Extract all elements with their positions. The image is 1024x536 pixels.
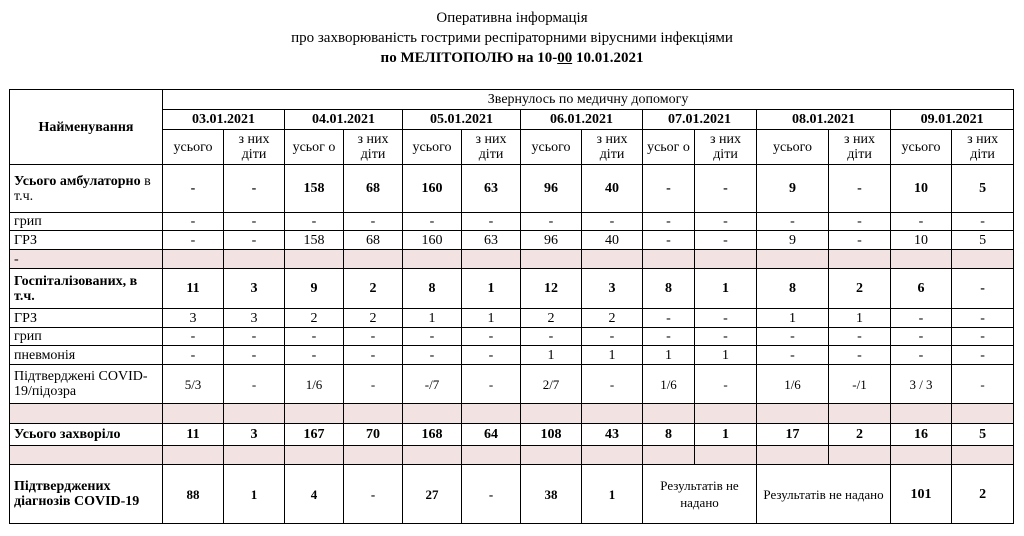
value-cell: - (224, 213, 285, 231)
value-cell: 1 (582, 465, 643, 524)
row-label-covid: Підтверджені COVID-19/підозра (10, 365, 163, 404)
value-cell: 9 (285, 269, 344, 309)
value-cell: - (643, 328, 695, 346)
value-cell: 101 (891, 465, 952, 524)
value-cell: - (643, 165, 695, 213)
value-cell: 8 (757, 269, 829, 309)
value-cell: 158 (285, 231, 344, 250)
date-header: 08.01.2021 (757, 110, 891, 130)
value-cell: - (462, 365, 521, 404)
separator-cell (462, 446, 521, 465)
morbidity-table (9, 89, 1014, 524)
value-cell: 5 (952, 165, 1014, 213)
value-cell: - (952, 309, 1014, 328)
separator-cell (521, 250, 582, 269)
row-label-ari: ГРЗ (10, 309, 163, 328)
header-row-1 (10, 90, 1014, 110)
row-label-hospitalized: Госпіталізованих, в т.ч. (10, 269, 163, 309)
value-cell: - (695, 365, 757, 404)
value-cell: 2 (829, 424, 891, 446)
separator-cell (757, 446, 829, 465)
row-pneumonia (10, 346, 1014, 365)
row-separator-1 (10, 250, 1014, 269)
separator-cell (163, 250, 224, 269)
value-cell: - (829, 328, 891, 346)
separator-cell (462, 250, 521, 269)
value-cell: - (643, 231, 695, 250)
value-cell: -/1 (829, 365, 891, 404)
separator-cell (643, 250, 695, 269)
separator-cell (829, 250, 891, 269)
row-ari-1 (10, 231, 1014, 250)
value-cell: -/7 (403, 365, 462, 404)
value-cell: 1/6 (285, 365, 344, 404)
value-cell: - (829, 346, 891, 365)
separator-cell (643, 446, 695, 465)
row-total (10, 424, 1014, 446)
row-label-flu: грип (10, 213, 163, 231)
value-cell: - (695, 231, 757, 250)
value-cell: - (224, 231, 285, 250)
value-cell: 2 (344, 269, 403, 309)
value-cell: - (163, 165, 224, 213)
value-cell: 1 (462, 309, 521, 328)
value-cell: 9 (757, 165, 829, 213)
title-line-2: про захворюваність гострими респіраторними вірусними інфекціями (291, 30, 733, 46)
separator-cell (695, 404, 757, 424)
value-cell: 43 (582, 424, 643, 446)
separator-cell (695, 250, 757, 269)
value-cell: - (891, 213, 952, 231)
value-cell: 11 (163, 424, 224, 446)
value-cell: - (462, 346, 521, 365)
total-subheader: усього (163, 130, 224, 165)
separator-cell (952, 250, 1014, 269)
value-cell: 158 (285, 165, 344, 213)
row-label-total: Усього захворіло (10, 424, 163, 446)
value-cell: 38 (521, 465, 582, 524)
value-cell: 40 (582, 165, 643, 213)
value-cell: - (695, 213, 757, 231)
value-cell: 1 (829, 309, 891, 328)
title-line-3: по МЕЛІТОПОЛЮ на 10-00 10.01.2021 (380, 50, 644, 66)
separator-cell (285, 446, 344, 465)
children-subheader: з них діти (462, 130, 521, 165)
children-subheader: з них діти (224, 130, 285, 165)
separator-cell (891, 446, 952, 465)
row-confirmed-covid (10, 465, 1014, 524)
separator-cell (10, 404, 163, 424)
date-header: 03.01.2021 (163, 110, 285, 130)
value-cell: - (403, 213, 462, 231)
value-cell: 108 (521, 424, 582, 446)
value-cell: 68 (344, 231, 403, 250)
value-cell: - (757, 213, 829, 231)
separator-cell (643, 404, 695, 424)
value-cell: 1/6 (757, 365, 829, 404)
value-cell: - (224, 346, 285, 365)
value-cell: 63 (462, 165, 521, 213)
separator-cell (829, 446, 891, 465)
value-cell: - (582, 365, 643, 404)
value-cell: 2 (952, 465, 1014, 524)
value-cell: - (952, 365, 1014, 404)
separator-cell (521, 446, 582, 465)
separator-cell (403, 446, 462, 465)
value-cell: - (582, 328, 643, 346)
group-header: Звернулось по медичну допомогу (163, 90, 1014, 110)
value-cell: 5 (952, 231, 1014, 250)
separator-cell (10, 446, 163, 465)
value-cell: - (891, 346, 952, 365)
value-cell: - (163, 231, 224, 250)
value-cell: 1 (643, 346, 695, 365)
children-subheader: з них діти (344, 130, 403, 165)
value-cell: 4 (285, 465, 344, 524)
value-cell: - (695, 328, 757, 346)
value-cell: - (462, 213, 521, 231)
value-cell: - (829, 165, 891, 213)
children-subheader: з них діти (829, 130, 891, 165)
separator-cell (582, 404, 643, 424)
value-cell: - (344, 465, 403, 524)
date-header: 07.01.2021 (643, 110, 757, 130)
value-cell: 3 (224, 309, 285, 328)
separator-cell (224, 446, 285, 465)
row-label-ari: ГРЗ (10, 231, 163, 250)
row-label-ambulatory: Усього амбулаторно в т.ч. (10, 165, 163, 213)
value-cell: 2 (582, 309, 643, 328)
value-cell: 3 (163, 309, 224, 328)
value-cell: 1 (582, 346, 643, 365)
value-cell: 96 (521, 231, 582, 250)
separator-cell (462, 404, 521, 424)
row-ari-2 (10, 309, 1014, 328)
value-cell: 3 (224, 424, 285, 446)
value-cell: - (643, 309, 695, 328)
value-cell: 1 (462, 269, 521, 309)
separator-cell (285, 404, 344, 424)
children-subheader: з них діти (695, 130, 757, 165)
value-cell: 88 (163, 465, 224, 524)
value-cell: 10 (891, 231, 952, 250)
value-cell: - (521, 328, 582, 346)
separator-cell (829, 404, 891, 424)
row-label-pneumonia: пневмонія (10, 346, 163, 365)
value-cell: - (285, 328, 344, 346)
date-header: 06.01.2021 (521, 110, 643, 130)
separator-cell (891, 404, 952, 424)
value-cell: 68 (344, 165, 403, 213)
separator-cell (344, 404, 403, 424)
no-results-note: Результатів не надано (757, 465, 891, 524)
value-cell: 27 (403, 465, 462, 524)
value-cell: 9 (757, 231, 829, 250)
value-cell: 2 (829, 269, 891, 309)
value-cell: 3 / 3 (891, 365, 952, 404)
separator-cell (952, 404, 1014, 424)
value-cell: - (643, 213, 695, 231)
value-cell: - (462, 465, 521, 524)
date-header: 09.01.2021 (891, 110, 1014, 130)
value-cell: 40 (582, 231, 643, 250)
value-cell: 3 (582, 269, 643, 309)
date-header: 04.01.2021 (285, 110, 403, 130)
value-cell: - (891, 328, 952, 346)
row-ambulatory (10, 165, 1014, 213)
separator-cell (163, 404, 224, 424)
value-cell: - (757, 328, 829, 346)
total-subheader: усьог о (643, 130, 695, 165)
separator-cell (163, 446, 224, 465)
value-cell: - (829, 231, 891, 250)
value-cell: - (344, 365, 403, 404)
title-line-1: Оперативна інформація (436, 10, 588, 26)
value-cell: 1 (224, 465, 285, 524)
value-cell: 2 (344, 309, 403, 328)
value-cell: - (224, 165, 285, 213)
separator-cell (582, 446, 643, 465)
separator-cell (952, 446, 1014, 465)
value-cell: 8 (643, 269, 695, 309)
separator-cell (344, 446, 403, 465)
value-cell: 17 (757, 424, 829, 446)
row-label-flu: грип (10, 328, 163, 346)
separator-cell (344, 250, 403, 269)
value-cell: - (695, 309, 757, 328)
value-cell: - (224, 328, 285, 346)
separator-cell (521, 404, 582, 424)
total-subheader: усього (891, 130, 952, 165)
value-cell: 10 (891, 165, 952, 213)
value-cell: 160 (403, 231, 462, 250)
separator-cell (285, 250, 344, 269)
separator-cell (582, 250, 643, 269)
value-cell: 168 (403, 424, 462, 446)
total-subheader: усього (403, 130, 462, 165)
value-cell: - (462, 328, 521, 346)
separator-cell (757, 404, 829, 424)
value-cell: 96 (521, 165, 582, 213)
value-cell: 12 (521, 269, 582, 309)
value-cell: 3 (224, 269, 285, 309)
value-cell: 1 (695, 269, 757, 309)
value-cell: - (224, 365, 285, 404)
value-cell: - (344, 346, 403, 365)
value-cell: 8 (403, 269, 462, 309)
total-subheader: усього (521, 130, 582, 165)
value-cell: - (952, 328, 1014, 346)
value-cell: - (285, 346, 344, 365)
value-cell: 160 (403, 165, 462, 213)
separator-cell (403, 404, 462, 424)
separator-cell (757, 250, 829, 269)
value-cell: - (163, 213, 224, 231)
separator-cell (403, 250, 462, 269)
value-cell: 1 (757, 309, 829, 328)
no-results-note: Результатів не надано (643, 465, 757, 524)
value-cell: 64 (462, 424, 521, 446)
total-subheader: усьог о (285, 130, 344, 165)
value-cell: 6 (891, 269, 952, 309)
children-subheader: з них діти (582, 130, 643, 165)
value-cell: - (403, 346, 462, 365)
row-separator-2 (10, 404, 1014, 424)
value-cell: - (582, 213, 643, 231)
report-header (0, 0, 1024, 68)
value-cell: 2/7 (521, 365, 582, 404)
value-cell: 70 (344, 424, 403, 446)
value-cell: - (952, 269, 1014, 309)
value-cell: 63 (462, 231, 521, 250)
value-cell: - (695, 165, 757, 213)
value-cell: - (521, 213, 582, 231)
total-subheader: усього (757, 130, 829, 165)
value-cell: 5 (952, 424, 1014, 446)
value-cell: - (163, 346, 224, 365)
value-cell: 11 (163, 269, 224, 309)
value-cell: 8 (643, 424, 695, 446)
value-cell: - (952, 346, 1014, 365)
value-cell: 1 (521, 346, 582, 365)
row-hospitalized (10, 269, 1014, 309)
separator-cell (695, 446, 757, 465)
value-cell: - (285, 213, 344, 231)
value-cell: 1 (695, 424, 757, 446)
separator-cell (891, 250, 952, 269)
row-flu-1 (10, 213, 1014, 231)
value-cell: - (163, 328, 224, 346)
value-cell: 1 (695, 346, 757, 365)
value-cell: 2 (521, 309, 582, 328)
row-label-confirmed: Підтверджених діагнозів COVID-19 (10, 465, 163, 524)
separator-cell (224, 250, 285, 269)
separator-cell (224, 404, 285, 424)
value-cell: - (891, 309, 952, 328)
row-covid (10, 365, 1014, 404)
value-cell: - (344, 328, 403, 346)
value-cell: 167 (285, 424, 344, 446)
value-cell: - (344, 213, 403, 231)
name-header: Найменування (10, 90, 163, 165)
row-separator-3 (10, 446, 1014, 465)
value-cell: - (757, 346, 829, 365)
value-cell: - (952, 213, 1014, 231)
date-header: 05.01.2021 (403, 110, 521, 130)
children-subheader: з них діти (952, 130, 1014, 165)
value-cell: 5/3 (163, 365, 224, 404)
value-cell: 16 (891, 424, 952, 446)
value-cell: 2 (285, 309, 344, 328)
row-flu-2 (10, 328, 1014, 346)
value-cell: - (403, 328, 462, 346)
value-cell: 1 (403, 309, 462, 328)
separator-label: - (10, 250, 163, 269)
value-cell: - (829, 213, 891, 231)
value-cell: 1/6 (643, 365, 695, 404)
